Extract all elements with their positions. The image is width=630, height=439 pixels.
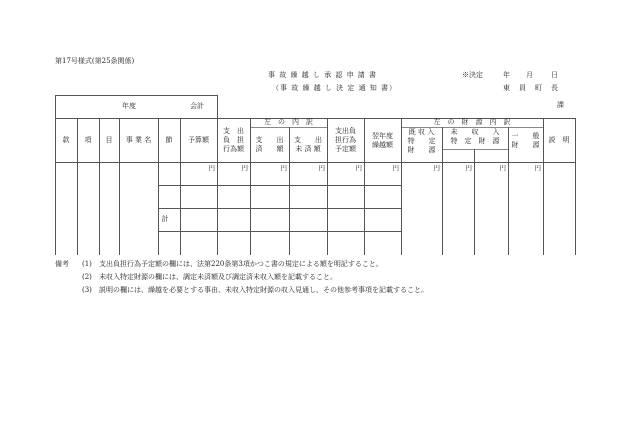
header-unpaid	[289, 136, 327, 154]
header-unpaid-line1: 支 出	[294, 136, 322, 144]
input-explanation[interactable]	[544, 163, 575, 255]
header-breakdown: 左 の 内 訳	[264, 118, 313, 126]
yen-paid: 円	[280, 164, 287, 172]
notes-label: 備考	[55, 260, 69, 268]
header-planned-line1: 支出負	[335, 127, 356, 135]
fiscal-year-label: 年度	[122, 102, 136, 110]
yen-commitment: 円	[241, 164, 248, 172]
note-1-num: (1)	[82, 260, 92, 268]
header-commitment-line3: 行為額	[223, 145, 244, 153]
note-1-text: 支出負担行為予定額の欄には、法第220条第3項かつこ書の規定による額を明記すること。	[99, 260, 383, 268]
yen-general: 円	[534, 164, 541, 172]
date-month: 月	[526, 71, 533, 79]
header-planned-line3: 予定額	[335, 145, 356, 153]
header-general-line1: 一 般	[511, 132, 540, 140]
header-carryover-line2: 繰越額	[372, 141, 393, 149]
header-received-line2: 特 定	[407, 137, 436, 145]
form-subtitle: （事 故 繰 越 し 決 定 通 知 書）	[272, 84, 398, 92]
total-label: 計	[161, 215, 169, 223]
header-unreceived	[442, 128, 508, 146]
header-general	[508, 132, 543, 150]
header-moku: 目	[105, 136, 113, 144]
yen-unpaid: 円	[318, 164, 325, 172]
header-received-line1: 既 収 入	[408, 128, 435, 136]
input-kan[interactable]	[56, 163, 77, 255]
header-explanation: 説 明	[548, 136, 570, 144]
note-2-text: 未収入特定財源の欄には、調定未済額及び調定済未収入額を記載すること。	[99, 273, 337, 281]
note-3-num: (3)	[82, 286, 92, 294]
form-title: 事 故 繰 越 し 承 認 申 請 書	[268, 71, 378, 79]
input-project-name[interactable]	[120, 163, 158, 255]
header-paid-line2: 済 額	[255, 145, 284, 153]
yen-carryover: 円	[392, 164, 399, 172]
decision-mark: ※決定	[462, 71, 483, 79]
form-number: 第17号様式(第25条関係)	[55, 57, 135, 65]
yen-received: 円	[433, 164, 440, 172]
header-carryover-line1: 翌年度	[372, 132, 393, 140]
header-planned-line2: 担行為	[335, 136, 356, 144]
header-commitment-line1: 支 出	[223, 127, 244, 135]
header-commitment-line2: 負 担	[223, 136, 244, 144]
input-moku[interactable]	[100, 163, 119, 255]
yen-budget: 円	[208, 164, 215, 172]
header-budget: 予算額	[188, 136, 209, 144]
issuer: 東 員 町 長	[503, 84, 559, 92]
yen-unreceived-1: 円	[465, 164, 472, 172]
header-setsu: 節	[165, 136, 173, 144]
header-paid	[250, 136, 289, 154]
header-unreceived-line1: 未 収 入	[450, 128, 500, 136]
header-paid-line1: 支 出	[255, 136, 284, 144]
header-received-line3: 財 源	[407, 146, 436, 154]
header-kou: 項	[84, 136, 92, 144]
yen-planned: 円	[355, 164, 362, 172]
header-unreceived-line2: 特 定 財 源	[450, 137, 500, 145]
header-kan: 款	[62, 136, 70, 144]
header-planned	[327, 127, 364, 154]
note-2-num: (2)	[82, 273, 92, 281]
header-project-name: 事 業 名	[125, 136, 152, 144]
header-general-line2: 財 源	[511, 141, 540, 149]
date-year: 年	[503, 71, 510, 79]
date-day: 日	[551, 71, 558, 79]
section-label: 課	[557, 101, 564, 109]
header-carryover	[364, 132, 401, 150]
account-label: 会計	[190, 102, 204, 110]
header-commitment	[217, 127, 250, 154]
yen-unreceived-2: 円	[499, 164, 506, 172]
header-funding-breakdown: 左 の 財 源 内 訳	[433, 118, 511, 126]
header-unpaid-line2: 未 済 額	[295, 145, 321, 153]
note-3-text: 説明の欄には、繰越を必要とする事由、未収入特定財源の収入見通し、その他参考事項を記載すること。	[99, 286, 428, 294]
header-received	[401, 128, 442, 155]
input-kou[interactable]	[78, 163, 99, 255]
